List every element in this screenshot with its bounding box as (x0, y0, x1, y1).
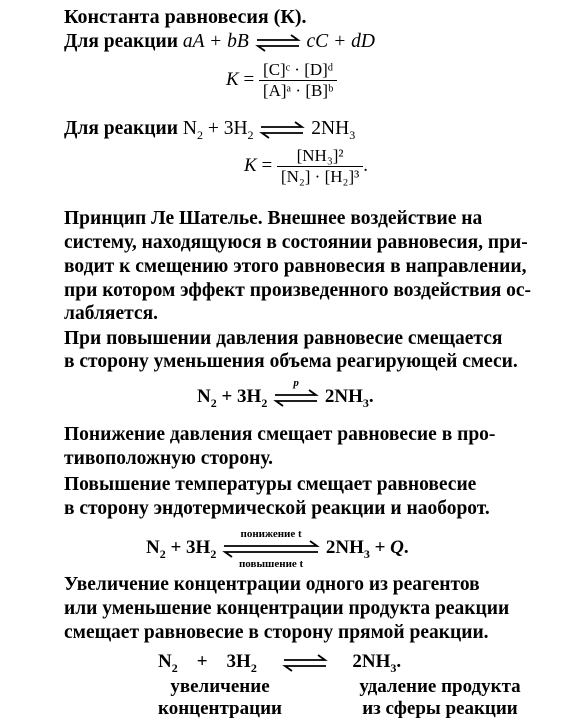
arrow-label-decrease-t: понижение t (240, 527, 302, 540)
label-increase-concentration: увеличение концентрации (158, 676, 282, 719)
pressure-equation: $N_2 + 3H_2$ p $2NH_3$. (197, 376, 374, 410)
equilibrium-arrow-icon (272, 376, 320, 409)
q-symbol: Q (390, 537, 404, 558)
general-reaction-intro: Для реакции (64, 31, 178, 52)
le-chatelier-line-5: лабляется. (64, 303, 158, 324)
section-title-le-chatelier: Принцип Ле Шателье. (64, 208, 263, 229)
k-general-fraction (259, 60, 337, 101)
le-chatelier-line-3: водит к смещению этого равновесия в направлении, (64, 256, 527, 277)
temperature-line-2: в сторону эндотермической реакции и наоборот. (64, 498, 490, 519)
ammonia-reaction-intro: Для реакции (64, 118, 178, 139)
pressure-line-2: в сторону уменьшения объема реагирующей смеси. (64, 351, 518, 372)
pressure-line-1: При повышении давления равновесие смещается (64, 328, 503, 349)
pressure-drop-line-1: Понижение давления смещает равновесие в про- (64, 424, 496, 445)
k-ammonia-numerator: [NH₃]² (296, 146, 344, 165)
arrow-label-increase-t: повышение t (238, 557, 304, 570)
ammonia-reaction-line: Для реакции $N_2 + 3H_2$ $2NH_3$ (64, 118, 356, 142)
equilibrium-arrow-icon (254, 32, 302, 54)
le-chatelier-line-4: при котором эффект произведенного воздействия ос- (64, 280, 532, 301)
k-ammonia-formula: K = $\frac{\text{[NH₃]²}}{\text{[N₂] · [H₂]³}}$ . (244, 146, 368, 186)
concentration-line-2: или уменьшение концентрации продукта реакции (64, 598, 510, 619)
pressure-arrow-label: p (293, 376, 299, 389)
equilibrium-arrow-icon (281, 652, 329, 674)
pressure-drop-line-2: тивоположную сторону. (64, 448, 274, 469)
k-symbol: K (226, 68, 239, 90)
equilibrium-arrow-icon (258, 119, 306, 141)
k-ammonia-denominator: [N₂] · [H₂]³ (277, 166, 363, 187)
k-general-denominator: [A]ᵃ · [B]ᵇ (259, 80, 337, 101)
temperature-line-1: Повышение температуры смещает равновесие (64, 474, 477, 495)
concentration-line-3: смещает равновесие в сторону прямой реакции. (64, 622, 489, 643)
k-general-formula: K = $\frac{\text{[C]ᶜ · [D]ᵈ}}{\text{[A]ᵃ · [B]ᵇ}}$ (226, 60, 337, 101)
general-reaction-line: Для реакции aA + bB cC + dD (64, 31, 375, 52)
concentration-equation: $N_2$ + $3H_2$ $2NH_3$. (158, 651, 402, 675)
label-remove-product: удаление продукта из сферы реакции (359, 676, 521, 719)
equilibrium-arrow-icon (221, 527, 321, 570)
le-chatelier-line-1: Принцип Ле Шателье. Внешнее воздействие на (64, 208, 483, 229)
concentration-line-1: Увеличение концентрации одного из реагентов (64, 574, 480, 595)
k-ammonia-fraction (277, 146, 363, 187)
le-chatelier-line-2: систему, находящуюся в состоянии равновесия, при- (64, 232, 528, 253)
k-general-numerator: [C]ᶜ · [D]ᵈ (263, 60, 334, 79)
section-title-equilibrium-constant: Константа равновесия (К). (64, 6, 307, 28)
temperature-equation: $N_2 + 3H_2$ понижение t повышение t $2NH_3 + Q$. (146, 527, 409, 570)
